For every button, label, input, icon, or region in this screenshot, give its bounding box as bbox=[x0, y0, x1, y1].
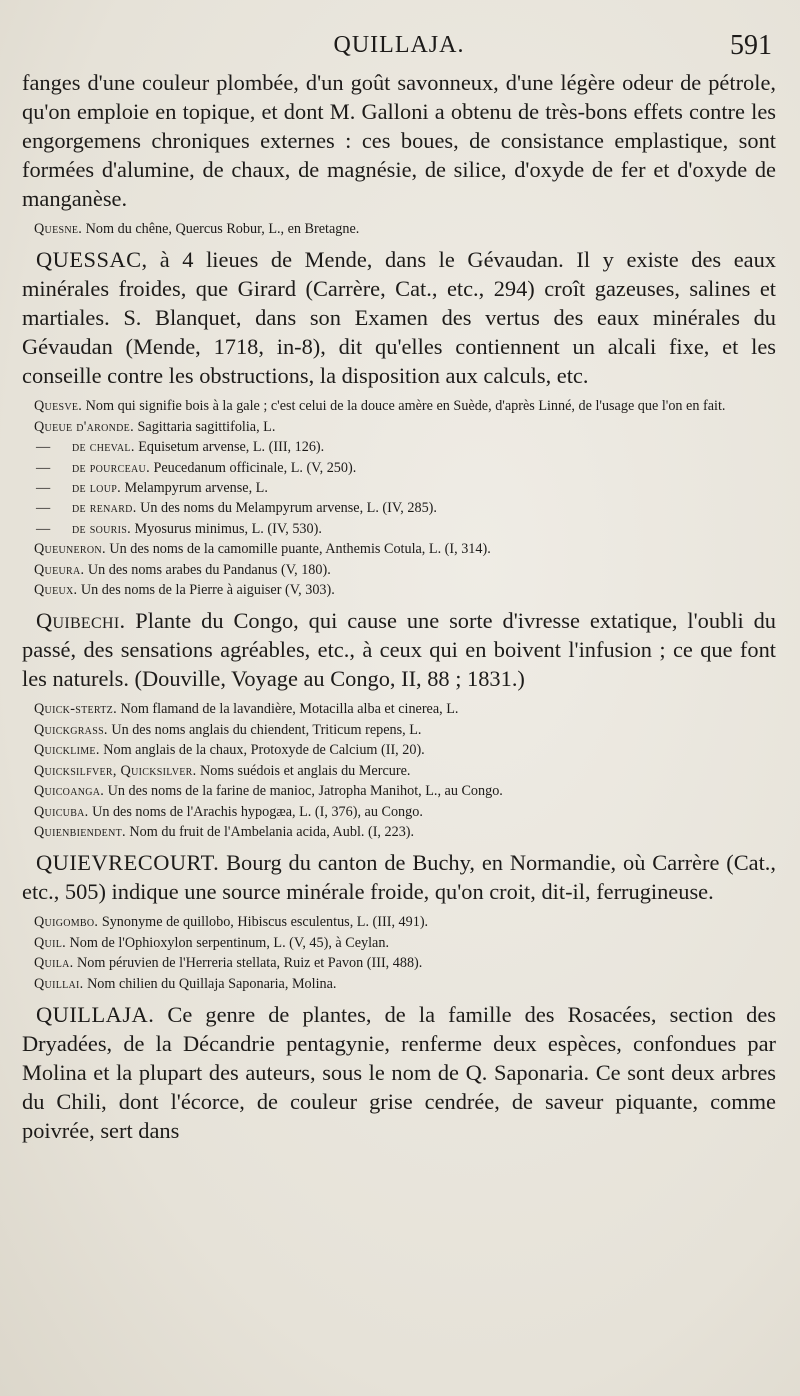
entry-quesve bbox=[22, 396, 776, 416]
entry-headword: Queue d'aronde. bbox=[34, 418, 134, 435]
entry-headword: Quicuba. bbox=[34, 803, 89, 820]
running-head: QUILLAJA. bbox=[333, 32, 465, 58]
entry-headword: de souris. bbox=[72, 520, 131, 537]
entry-text: Nom du fruit de l'Ambelania acida, Aubl. (I, 223). bbox=[125, 823, 415, 840]
entry-headword: Queux. bbox=[34, 582, 78, 599]
entry-text: Peucedanum officinale, L. (V, 250). bbox=[149, 459, 357, 476]
ditto-dash: — bbox=[36, 439, 51, 456]
entry-text: Un des noms de la farine de manioc, Jatropha Manihot, L., au Congo. bbox=[104, 783, 503, 800]
ditto-dash: — bbox=[36, 480, 51, 497]
entry-headword: Quil. bbox=[34, 934, 66, 951]
entry-headword: Quillai. bbox=[34, 975, 84, 992]
entry-headword: Quila. bbox=[34, 955, 74, 972]
entry-headword: Quick-stertz. bbox=[34, 701, 117, 718]
entry-quibechi bbox=[22, 606, 776, 693]
entry-queuneron bbox=[22, 539, 776, 559]
entry-queue-daronde bbox=[22, 417, 776, 437]
entry-quickgrass bbox=[22, 720, 776, 740]
entry-text: Un des noms de la camomille puante, Anthemis Cotula, L. (I, 314). bbox=[105, 541, 491, 558]
entry-de-souris bbox=[22, 519, 776, 539]
entry-de-loup bbox=[22, 478, 776, 498]
entry-text: Sagittaria sagittifolia, L. bbox=[133, 418, 276, 435]
entry-text: Un des noms du Melampyrum arvense, L. (IV, 285). bbox=[136, 500, 437, 517]
page-body bbox=[22, 68, 776, 1145]
entry-headword: Queuneron. bbox=[34, 541, 106, 558]
entry-headword: Quesve. bbox=[34, 398, 83, 415]
entry-headword: de cheval. bbox=[72, 439, 135, 456]
entry-text: Nom de l'Ophioxylon serpentinum, L. (V, 45), à Ceylan. bbox=[65, 934, 389, 951]
entry-text: Synonyme de quillobo, Hibiscus esculentus, L. (III, 491). bbox=[98, 914, 429, 931]
entry-quillaja bbox=[22, 1000, 776, 1145]
entry-text: Nom qui signifie bois à la gale ; c'est celui de la douce amère en Suède, d'après Linné, de l'usage que l'on en fait. bbox=[82, 398, 726, 415]
entry-quicoanga bbox=[22, 781, 776, 801]
entry-quessac bbox=[22, 245, 776, 390]
entry-quillai bbox=[22, 974, 776, 994]
entry-text: Melampyrum arvense, L. bbox=[120, 480, 268, 497]
entry-text: Un des noms de la Pierre à aiguiser (V, 303). bbox=[77, 582, 335, 599]
entry-quicuba bbox=[22, 802, 776, 822]
entry-headword: de pourceau. bbox=[72, 459, 150, 476]
entry-de-pourceau bbox=[22, 458, 776, 478]
page-header bbox=[22, 28, 776, 68]
entry-queura bbox=[22, 560, 776, 580]
entry-headword: QUESSAC bbox=[36, 247, 142, 273]
entry-text: Ce genre de plantes, de la famille des Rosacées, section des Dryadées, de la Décandrie pentagynie, renferme deux espèces, confondues par Molina et la plupart des auteurs, sous le nom de Q. Saponaria. Ce sont deux arbres du Chili, dont l'écorce, de couleur grise cendrée, de saveur piquante, comme poivrée, sert dans bbox=[22, 1001, 776, 1143]
entry-headword: Quicksilfver, Quicksilver. bbox=[34, 762, 197, 779]
page-number: 591 bbox=[730, 30, 772, 61]
entry-text: Un des noms de l'Arachis hypogæa, L. (I, 376), au Congo. bbox=[88, 803, 423, 820]
entry-quick-stertz bbox=[22, 699, 776, 719]
entry-headword: Quickgrass. bbox=[34, 721, 108, 738]
entry-quienbiendent bbox=[22, 822, 776, 842]
entry-text: Equisetum arvense, L. (III, 126). bbox=[134, 439, 325, 456]
ditto-dash: — bbox=[36, 520, 51, 537]
entry-text: Nom chilien du Quillaja Saponaria, Molina. bbox=[83, 975, 337, 992]
entry-headword: de loup. bbox=[72, 480, 121, 497]
entry-headword: Quesne. bbox=[34, 221, 83, 237]
ditto-dash: — bbox=[36, 459, 51, 476]
entry-text: Nom flamand de la lavandière, Motacilla alba et cinerea, L. bbox=[116, 701, 459, 718]
entry-headword: Queura. bbox=[34, 561, 85, 578]
entry-text: Nom du chêne, Quercus Robur, L., en Bretagne. bbox=[82, 221, 360, 237]
entry-headword: QUILLAJA. bbox=[36, 1001, 155, 1027]
entry-de-renard bbox=[22, 498, 776, 518]
entry-quicklime bbox=[22, 740, 776, 760]
entry-text: Bourg du canton de Buchy, en Normandie, où Carrère (Cat., etc., 505) indique une source minérale froide, qu'on croit, dit-il, ferrugineuse. bbox=[22, 850, 776, 905]
entry-text: Myosurus minimus, L. (IV, 530). bbox=[131, 520, 322, 537]
entry-quicksilfver bbox=[22, 761, 776, 781]
entry-text: Nom péruvien de l'Herreria stellata, Ruiz et Pavon (III, 488). bbox=[73, 955, 423, 972]
entry-headword: Quibechi. bbox=[36, 608, 126, 634]
entry-headword: QUIEVRECOURT. bbox=[36, 850, 220, 876]
continuation-paragraph: fanges d'une couleur plombée, d'un goût savonneux, d'une légère odeur de pétrole, qu'on emploie en topique, et dont M. Galloni a obtenu de très-bons effets contre les engorgemens chroniques externes : ces boues, de consistance emplastique, sont formées d'alumine, de chaux, de magnésie, de silice, d'oxyde de fer et d'oxyde de manganèse. bbox=[22, 70, 776, 211]
entry-queux bbox=[22, 580, 776, 600]
entry-headword: Quicoanga. bbox=[34, 783, 105, 800]
entry-quesne bbox=[22, 219, 776, 239]
entry-headword: Quienbiendent. bbox=[34, 823, 126, 840]
entry-text: Plante du Congo, qui cause une sorte d'ivresse extatique, l'oubli du passé, des sensations agréables, etc., à ceux qui en boivent l'infusion ; ce que font les naturels. (Douville, Voyage au Congo, II, 88 ; 1831.) bbox=[22, 608, 776, 692]
entry-quievrecourt bbox=[22, 848, 776, 906]
entry-text: Un des noms anglais du chiendent, Triticum repens, L. bbox=[107, 721, 422, 738]
ditto-dash: — bbox=[36, 500, 51, 517]
entry-text: Noms suédois et anglais du Mercure. bbox=[196, 762, 411, 779]
entry-text: , à 4 lieues de Mende, dans le Gévaudan. Il y existe des eaux minérales froides, que Girard (Carrère, Cat., etc., 294) croît gazeuses, salines et martiales. S. Blanquet, dans son Examen des vertus des eaux minérales du Gévaudan (Mende, 1718, in-8), dit qu'elles contiennent un alcali fixe, et les conseille contre les obstructions, la disposition aux calculs, etc. bbox=[22, 247, 776, 389]
entry-de-cheval bbox=[22, 437, 776, 457]
entry-text: Un des noms arabes du Pandanus (V, 180). bbox=[84, 561, 331, 578]
entry-headword: Quigombo. bbox=[34, 914, 99, 931]
entry-quigombo bbox=[22, 912, 776, 932]
entry-text: Nom anglais de la chaux, Protoxyde de Calcium (II, 20). bbox=[99, 742, 425, 759]
entry-headword: de renard. bbox=[72, 500, 137, 517]
entry-quila bbox=[22, 953, 776, 973]
entry-quil bbox=[22, 933, 776, 953]
entry-headword: Quicklime. bbox=[34, 742, 100, 759]
